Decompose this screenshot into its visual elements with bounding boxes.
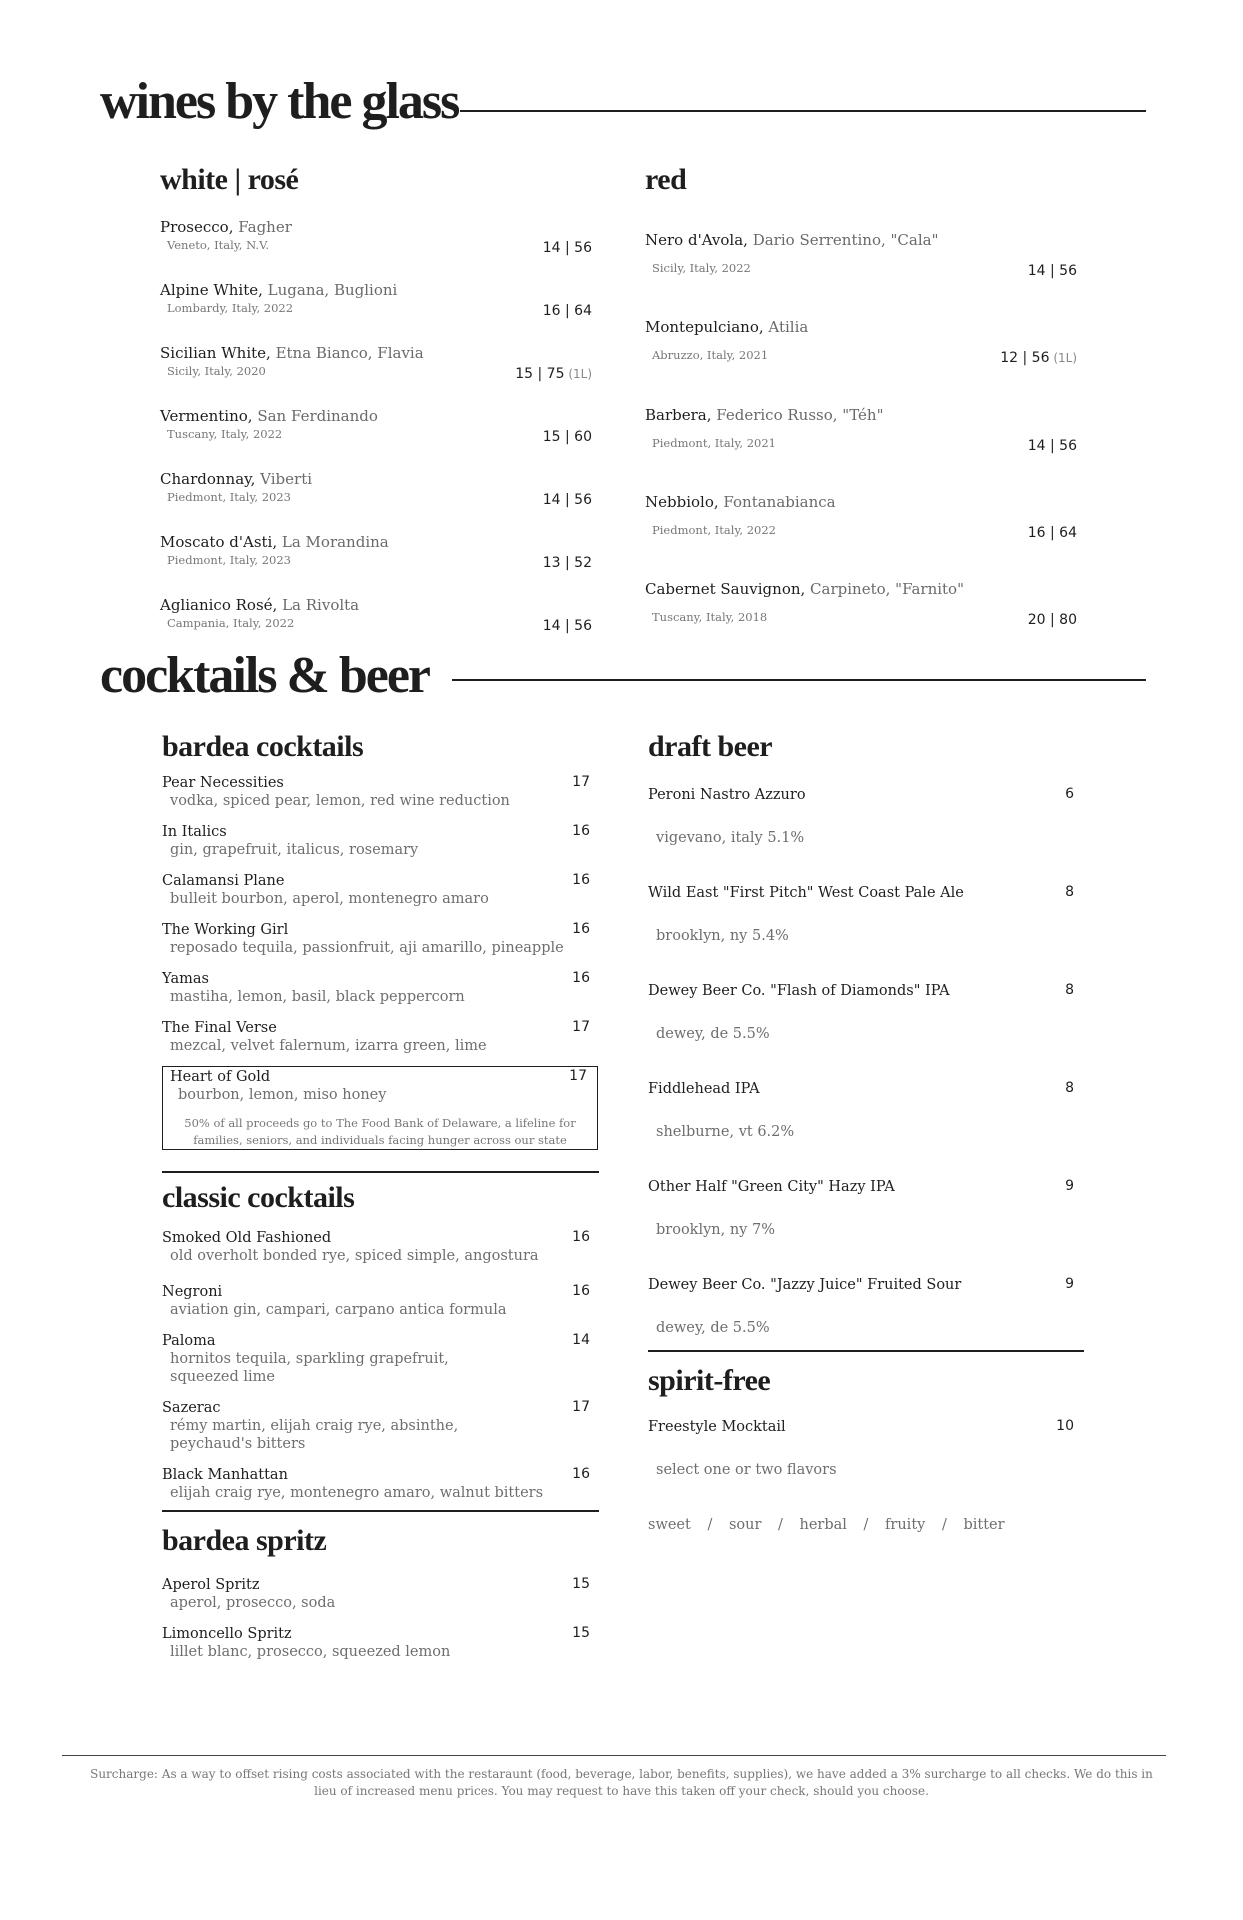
divider	[648, 1350, 1084, 1352]
flavor-separator: /	[941, 1517, 947, 1533]
cocktail-item	[162, 1576, 590, 1612]
cocktail-name: Calamansi Plane	[162, 873, 285, 889]
wine-item	[645, 318, 1077, 368]
beer-price: 8	[1065, 1080, 1074, 1096]
flavor-sweet: sweet	[648, 1517, 691, 1533]
mocktail-desc: select one or two flavors	[656, 1462, 837, 1478]
wine-producer: Dario Serrentino, "Cala"	[747, 231, 939, 249]
cocktail-item	[162, 1229, 590, 1265]
beer-item	[648, 982, 1074, 1042]
cocktail-desc: mastiha, lemon, basil, black peppercorn	[170, 989, 465, 1005]
wine-item	[645, 580, 1077, 630]
beer-item	[648, 884, 1074, 944]
beer-name: Dewey Beer Co. "Jazzy Juice" Fruited Sour	[648, 1277, 962, 1293]
cocktail-item	[162, 921, 590, 957]
cocktail-item	[162, 1399, 590, 1453]
cocktail-desc: lillet blanc, prosecco, squeezed lemon	[170, 1644, 451, 1660]
wine-name: Prosecco,	[160, 218, 234, 236]
beer-item	[648, 1080, 1074, 1140]
cocktail-desc: elijah craig rye, montenegro amaro, walnut bitters	[170, 1485, 544, 1501]
wine-origin: Sicily, Italy, 2020	[167, 364, 266, 378]
mocktail-name: Freestyle Mocktail	[648, 1419, 786, 1435]
flavor-bitter: bitter	[963, 1517, 1005, 1533]
wine-price: 12 | 56 (1L)	[1000, 350, 1077, 366]
cocktail-desc: hornitos tequila, sparkling grapefruit,	[170, 1351, 449, 1367]
cocktail-name: The Final Verse	[162, 1020, 277, 1036]
cocktail-name: Aperol Spritz	[162, 1577, 260, 1593]
cocktail-price: 16	[572, 970, 590, 986]
wine-producer: Carpineto, "Farnito"	[805, 580, 964, 598]
cocktail-price: 16	[572, 1229, 590, 1245]
wine-producer: La Rivolta	[277, 596, 360, 614]
mocktail-price: 10	[1056, 1418, 1074, 1434]
wine-origin: Piedmont, Italy, 2023	[167, 553, 291, 567]
flavor-herbal: herbal	[799, 1517, 847, 1533]
beer-name: Other Half "Green City" Hazy IPA	[648, 1179, 895, 1195]
cocktail-desc: aviation gin, campari, carpano antica formula	[170, 1302, 507, 1318]
divider	[162, 1171, 599, 1173]
wine-producer: Lugana, Buglioni	[262, 281, 398, 299]
wine-origin: Lombardy, Italy, 2022	[167, 301, 294, 315]
wine-name: Alpine White,	[160, 281, 263, 299]
wine-origin: Sicily, Italy, 2022	[652, 261, 751, 275]
wine-origin: Veneto, Italy, N.V.	[167, 238, 270, 252]
flavor-sour: sour	[728, 1517, 762, 1533]
cocktail-item	[162, 774, 590, 810]
wine-price: 14 | 56	[542, 618, 592, 634]
wine-item	[160, 218, 592, 258]
wine-item	[160, 596, 592, 636]
spirit-free-title: spirit-free	[648, 1364, 771, 1397]
cocktail-name: Limoncello Spritz	[162, 1626, 292, 1642]
cocktail-name: Yamas	[162, 971, 209, 987]
draft-beer-title: draft beer	[648, 730, 773, 763]
cocktail-desc: mezcal, velvet falernum, izarra green, lime	[170, 1038, 487, 1054]
wine-item	[645, 406, 1077, 456]
beer-item	[648, 1276, 1074, 1336]
bardea-spritz-title: bardea spritz	[162, 1524, 327, 1557]
wine-producer: Fontanabianca	[718, 493, 836, 511]
beer-name: Fiddlehead IPA	[648, 1081, 760, 1097]
wine-price: 15 | 75 (1L)	[515, 366, 592, 382]
wine-price: 14 | 56	[542, 492, 592, 508]
beer-price: 9	[1065, 1178, 1074, 1194]
beer-desc: dewey, de 5.5%	[656, 1320, 770, 1336]
cocktail-desc: rémy martin, elijah craig rye, absinthe,	[170, 1418, 459, 1434]
red-title: red	[645, 163, 687, 196]
cocktail-price: 17	[572, 1399, 590, 1415]
beer-name: Peroni Nastro Azzuro	[648, 787, 806, 803]
flavor-fruity: fruity	[885, 1517, 926, 1533]
beer-desc: dewey, de 5.5%	[656, 1026, 770, 1042]
cocktail-price: 17	[572, 774, 590, 790]
wine-price: 13 | 52	[542, 555, 592, 571]
featured-cocktail-price: 17	[569, 1068, 587, 1084]
wine-price: 16 | 64	[1027, 525, 1077, 541]
beer-price: 9	[1065, 1276, 1074, 1292]
beer-item	[648, 1178, 1074, 1238]
cocktail-item	[162, 1625, 590, 1661]
beer-desc: shelburne, vt 6.2%	[656, 1124, 795, 1140]
cocktail-item	[162, 970, 590, 1006]
wine-name: Vermentino,	[160, 407, 253, 425]
cocktail-price: 17	[572, 1019, 590, 1035]
featured-cocktail-box	[162, 1066, 598, 1150]
cocktail-price: 16	[572, 1283, 590, 1299]
mocktail-item	[648, 1418, 1074, 1478]
beer-item	[648, 786, 1074, 846]
wine-name: Aglianico Rosé,	[160, 596, 278, 614]
wine-price: 15 | 60	[542, 429, 592, 445]
cocktail-desc: old overholt bonded rye, spiced simple, angostura	[170, 1248, 539, 1264]
featured-cocktail-name: Heart of Gold	[170, 1069, 271, 1085]
cocktail-item	[162, 1283, 590, 1319]
wines-section-title: wines by the glass	[100, 73, 459, 130]
beer-desc: vigevano, italy 5.1%	[656, 830, 805, 846]
wine-producer: Fagher	[233, 218, 292, 236]
cocktail-name: The Working Girl	[162, 922, 289, 938]
cocktail-name: Negroni	[162, 1284, 223, 1300]
cocktails-title-rule	[452, 679, 1146, 681]
beer-desc: brooklyn, ny 7%	[656, 1222, 775, 1238]
featured-cocktail-desc: bourbon, lemon, miso honey	[178, 1087, 387, 1103]
wine-origin: Piedmont, Italy, 2021	[652, 436, 776, 450]
wine-producer: Etna Bianco, Flavia	[270, 344, 424, 362]
classic-cocktails-title: classic cocktails	[162, 1181, 355, 1214]
wine-origin: Piedmont, Italy, 2022	[652, 523, 776, 537]
wine-producer: Atilia	[763, 318, 809, 336]
wine-origin: Tuscany, Italy, 2022	[167, 427, 283, 441]
cocktail-desc: bulleit bourbon, aperol, montenegro amaro	[170, 891, 489, 907]
wine-item	[645, 493, 1077, 543]
flavor-separator: /	[707, 1517, 713, 1533]
cocktail-name: In Italics	[162, 824, 227, 840]
bardea-cocktails-title: bardea cocktails	[162, 730, 364, 763]
wine-name: Cabernet Sauvignon,	[645, 580, 806, 598]
surcharge-note: Surcharge: As a way to offset rising costs associated with the restaraunt (food, beverage, labor, benefits, supplies), we have added a 3% surcharge to all checks. We do this in lieu of increased menu prices. You may request to have this taken off your check, should you choose.	[90, 1767, 1153, 1798]
cocktail-desc-line2: peychaud's bitters	[170, 1436, 306, 1452]
wine-producer: La Morandina	[277, 533, 389, 551]
flavor-separator: /	[863, 1517, 869, 1533]
wine-price: 14 | 56	[542, 240, 592, 256]
cocktail-price: 15	[572, 1576, 590, 1592]
flavor-options	[648, 1516, 1005, 1534]
cocktail-price: 16	[572, 823, 590, 839]
wine-item	[160, 344, 592, 384]
cocktail-price: 16	[572, 1466, 590, 1482]
wines-title-rule	[460, 110, 1146, 112]
cocktail-price: 14	[572, 1332, 590, 1348]
beer-desc: brooklyn, ny 5.4%	[656, 928, 789, 944]
divider	[162, 1510, 599, 1512]
wine-item	[645, 231, 1077, 281]
white-rose-title: white | rosé	[160, 163, 299, 196]
wine-price: 14 | 56	[1027, 263, 1077, 279]
cocktail-price: 16	[572, 921, 590, 937]
beer-price: 8	[1065, 982, 1074, 998]
wine-origin: Campania, Italy, 2022	[167, 616, 295, 630]
wine-origin: Abruzzo, Italy, 2021	[652, 348, 769, 362]
wine-price: 20 | 80	[1027, 612, 1077, 628]
wine-item	[160, 470, 592, 510]
footer-rule	[62, 1755, 1166, 1756]
charity-note: 50% of all proceeds go to The Food Bank of Delaware, a lifeline for families, seniors, and individuals facing hunger across our state	[184, 1116, 576, 1147]
cocktail-item	[162, 823, 590, 859]
wine-origin: Tuscany, Italy, 2018	[652, 610, 768, 624]
cocktail-item	[162, 872, 590, 908]
cocktail-item	[162, 1332, 590, 1386]
cocktail-desc: reposado tequila, passionfruit, aji amarillo, pineapple	[170, 940, 564, 956]
wine-producer: San Ferdinando	[252, 407, 378, 425]
cocktail-name: Paloma	[162, 1333, 216, 1349]
wine-producer: Viberti	[255, 470, 313, 488]
wine-item	[160, 281, 592, 321]
wine-name: Nebbiolo,	[645, 493, 719, 511]
wine-item	[160, 533, 592, 573]
cocktail-desc: gin, grapefruit, italicus, rosemary	[170, 842, 419, 858]
cocktail-name: Pear Necessities	[162, 775, 284, 791]
cocktail-name: Smoked Old Fashioned	[162, 1230, 332, 1246]
cocktail-name: Sazerac	[162, 1400, 221, 1416]
wine-name: Barbera,	[645, 406, 712, 424]
cocktail-desc-line2: squeezed lime	[170, 1369, 275, 1385]
wine-item	[160, 407, 592, 447]
cocktail-desc: vodka, spiced pear, lemon, red wine reduction	[170, 793, 510, 809]
wine-price: 14 | 56	[1027, 438, 1077, 454]
wine-name: Nero d'Avola,	[645, 231, 748, 249]
beer-name: Dewey Beer Co. "Flash of Diamonds" IPA	[648, 983, 950, 999]
cocktail-item	[162, 1019, 590, 1055]
cocktail-price: 15	[572, 1625, 590, 1641]
cocktail-name: Black Manhattan	[162, 1467, 288, 1483]
wine-name: Sicilian White,	[160, 344, 271, 362]
wine-name: Moscato d'Asti,	[160, 533, 278, 551]
beer-price: 8	[1065, 884, 1074, 900]
cocktail-item	[162, 1466, 590, 1502]
cocktails-section-title: cocktails & beer	[100, 647, 430, 704]
wine-name: Chardonnay,	[160, 470, 256, 488]
cocktail-desc: aperol, prosecco, soda	[170, 1595, 336, 1611]
beer-price: 6	[1065, 786, 1074, 802]
wine-producer: Federico Russo, "Téh"	[711, 406, 884, 424]
wine-origin: Piedmont, Italy, 2023	[167, 490, 291, 504]
wine-name: Montepulciano,	[645, 318, 764, 336]
wine-price: 16 | 64	[542, 303, 592, 319]
flavor-separator: /	[778, 1517, 783, 1533]
beer-name: Wild East "First Pitch" West Coast Pale Ale	[648, 885, 964, 901]
cocktail-price: 16	[572, 872, 590, 888]
